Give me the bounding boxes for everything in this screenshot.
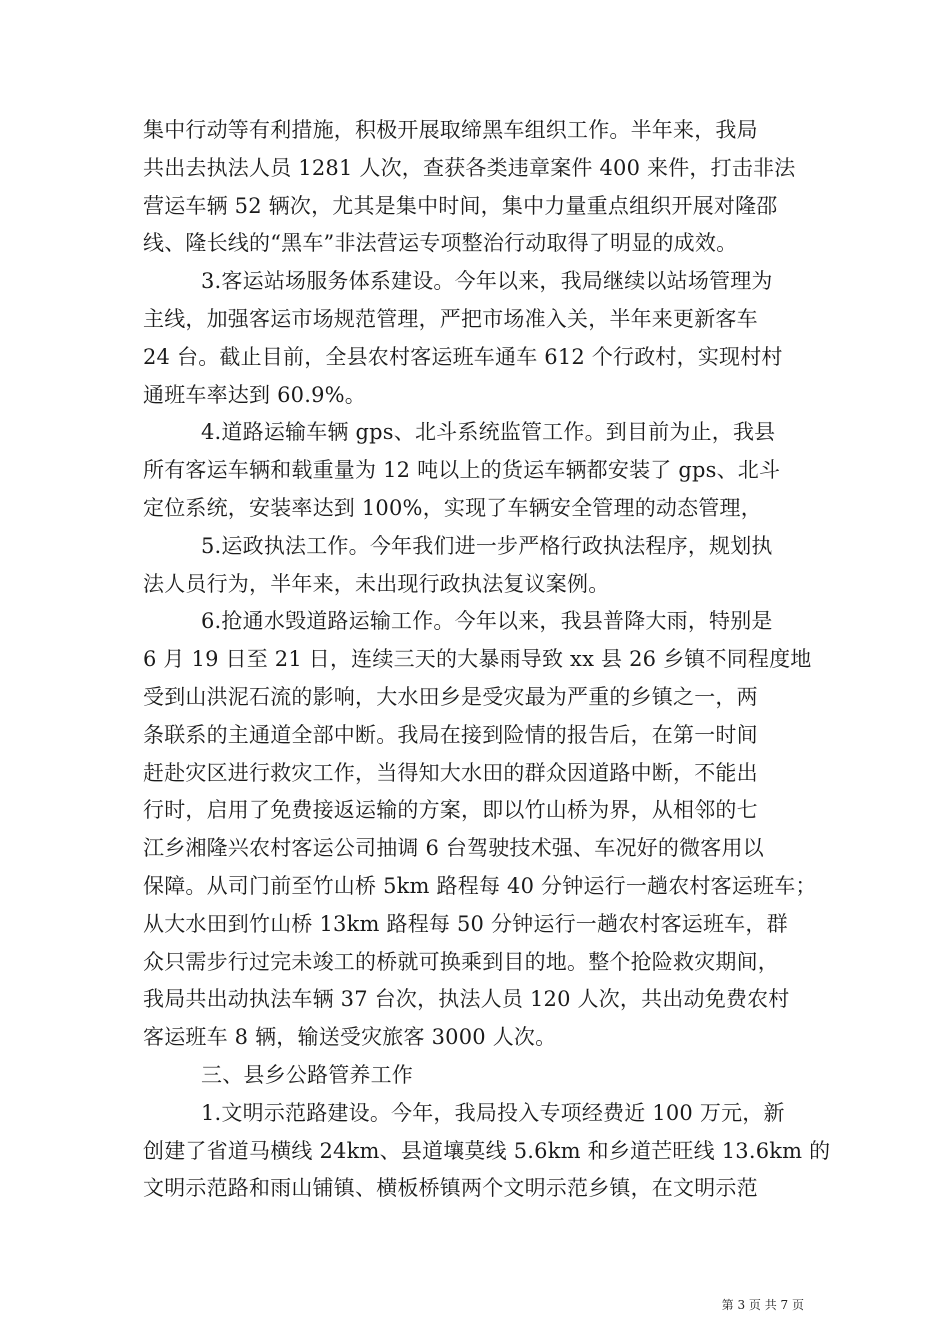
text-line: 受到山洪泥石流的影响，大水田乡是受灾最为严重的乡镇之一，两 [143, 684, 758, 709]
text-line: 集中行动等有利措施，积极开展取缔黑车组织工作。半年来，我局 [143, 118, 758, 142]
page-number-footer: 第 3 页 共 7 页 [721, 1298, 804, 1312]
text-line: 创建了省道马横线 24km、县道壤莫线 5.6km 和乡道芒旺线 13.6km 的 [143, 1138, 831, 1163]
body-text [143, 112, 831, 1208]
text-line: 3.客运站场服务体系建设。今年以来，我局继续以站场管理为 [201, 269, 773, 294]
text-line: 线、隆长线的“黑车”非法营运专项整治行动取得了明显的成效。 [143, 231, 738, 256]
text-line: 从大水田到竹山桥 13km 路程每 50 分钟运行一趟农村客运班车，群 [143, 911, 788, 936]
text-line: 客运班车 8 辆，输送受灾旅客 3000 人次。 [143, 1025, 557, 1050]
text-line: 6 月 19 日至 21 日，连续三天的大暴雨导致 xx 县 26 乡镇不同程度地 [143, 647, 812, 672]
text-line: 条联系的主通道全部中断。我局在接到险情的报告后，在第一时间 [143, 722, 758, 747]
text-line: 我局共出动执法车辆 37 台次，执法人员 120 人次，共出动免费农村 [143, 987, 790, 1012]
text-line: 赶赴灾区进行救灾工作，当得知大水田的群众因道路中断，不能出 [143, 760, 758, 785]
text-line: 保障。从司门前至竹山桥 5km 路程每 40 分钟运行一趟农村客运班车； [143, 873, 817, 898]
text-line: 法人员行为，半年来，未出现行政执法复议案例。 [143, 571, 610, 596]
text-line: 6.抢通水毁道路运输工作。今年以来，我县普降大雨，特别是 [201, 609, 773, 634]
text-line: 行时，启用了免费接返运输的方案，即以竹山桥为界，从相邻的七 [143, 798, 758, 823]
text-line: 4.道路运输车辆 gps、北斗系统监管工作。到目前为止，我县 [201, 420, 776, 445]
text-line: 定位系统，安装率达到 100%，实现了车辆安全管理的动态管理， [143, 495, 762, 520]
text-line: 1.文明示范路建设。今年，我局投入专项经费近 100 万元，新 [201, 1100, 785, 1125]
text-line: 众只需步行过完未竣工的桥就可换乘到目的地。整个抢险救灾期间， [143, 949, 779, 974]
text-line: 通班车率达到 60.9%。 [143, 382, 366, 407]
text-line: 江乡湘隆兴农村客运公司抽调 6 台驾驶技术强、车况好的微客用以 [143, 836, 764, 861]
text-line: 营运车辆 52 辆次，尤其是集中时间，集中力量重点组织开展对隆邵 [143, 193, 778, 218]
text-line: 所有客运车辆和载重量为 12 吨以上的货运车辆都安装了 gps、北斗 [143, 458, 781, 483]
text-line: 5.运政执法工作。今年我们进一步严格行政执法程序，规划执 [201, 533, 773, 558]
text-line: 主线，加强客运市场规范管理，严把市场准入关，半年来更新客车 [143, 306, 758, 331]
text-line: 文明示范路和雨山铺镇、横板桥镇两个文明示范乡镇，在文明示范 [143, 1176, 758, 1201]
text-line: 共出去执法人员 1281 人次，查获各类违章案件 400 来件，打击非法 [143, 155, 796, 180]
text-line: 三、县乡公路管养工作 [201, 1062, 413, 1087]
text-line: 24 台。截止目前，全县农村客运班车通车 612 个行政村，实现村村 [143, 344, 783, 369]
